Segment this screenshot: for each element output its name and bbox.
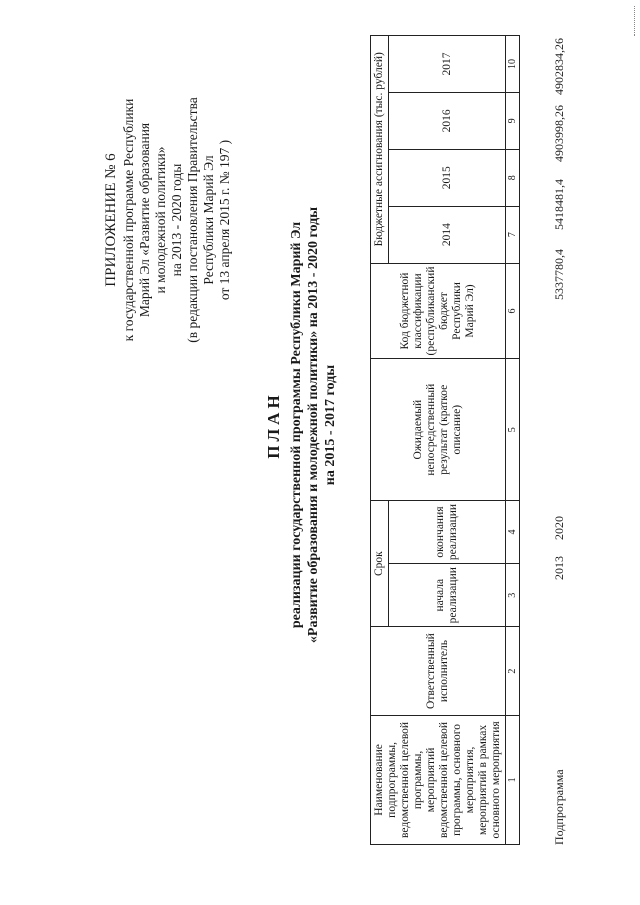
table-row: [552, 35, 570, 845]
header-year: 2016: [389, 92, 506, 149]
appendix-line: и молодежной политики»: [153, 146, 168, 294]
plan-table: [370, 35, 520, 845]
row-value-2017: 4902834,26: [552, 38, 566, 95]
row-value-2014: 5337780,4: [552, 249, 566, 300]
column-number: 6: [506, 263, 520, 359]
header-name: Наименование подпрограммы, ведомственной целевой программы, мероприятий ведомственной целевой программы, основного мероприятия, мероприятий в рамках основного мероприятия: [371, 715, 506, 844]
header-row: [371, 36, 389, 845]
footer-mark: [634, 6, 636, 36]
plan-title-line: «Развитие образования и молодежной политики» на 2013 - 2020 годы: [306, 206, 321, 644]
appendix-line: Республики Марий Эл: [201, 155, 216, 285]
appendix-line: (в редакции постановления Правительства: [185, 97, 200, 343]
plan-title-line: реализации государственной программы Республики Марий Эл: [289, 221, 304, 629]
header-budget: Бюджетные ассигнования (тыс. рублей): [371, 36, 389, 264]
plan-title: [265, 175, 339, 675]
plan-title-main: ПЛАН: [264, 391, 283, 459]
plan-title-line: на 2015 - 2017 годы: [323, 364, 338, 486]
row-value-2016: 4903998,26: [552, 105, 566, 162]
appendix-line: к государственной программе Республики: [121, 98, 136, 342]
header-year: 2015: [389, 149, 506, 206]
column-number: 3: [506, 564, 520, 627]
header-year: 2017: [389, 36, 506, 93]
header-code: Код бюджетной классификации (республиканский бюджет Республики Марий Эл): [371, 263, 506, 359]
header-year: 2014: [389, 206, 506, 263]
row-value-2015: 5418481,4: [552, 179, 566, 230]
appendix-heading: ПРИЛОЖЕНИЕ № 6: [103, 153, 119, 287]
appendix-line: от 13 апреля 2015 г. № 197 ): [217, 139, 232, 301]
header-term-start: начала реализации: [389, 564, 506, 627]
header-result: Ожидаемый непосредственный результат (краткое описание): [371, 359, 506, 500]
appendix-block: [103, 40, 233, 400]
column-number: 9: [506, 92, 520, 149]
column-number: 1: [506, 715, 520, 844]
header-term: Срок: [371, 500, 389, 626]
column-number-row: [506, 36, 520, 845]
column-number: 7: [506, 206, 520, 263]
header-term-end: окончания реализации: [389, 500, 506, 563]
row-name: Подпрограмма: [552, 769, 566, 845]
column-number: 2: [506, 627, 520, 716]
appendix-line: на 2013 - 2020 годы: [169, 163, 184, 277]
column-number: 5: [506, 359, 520, 500]
column-number: 4: [506, 500, 520, 563]
row-start: 2013: [552, 556, 566, 580]
header-responsible: Ответственный исполнитель: [371, 627, 506, 716]
row-end: 2020: [552, 516, 566, 540]
column-number: 10: [506, 36, 520, 93]
column-number: 8: [506, 149, 520, 206]
appendix-line: Марий Эл «Развитие образования: [137, 122, 152, 318]
